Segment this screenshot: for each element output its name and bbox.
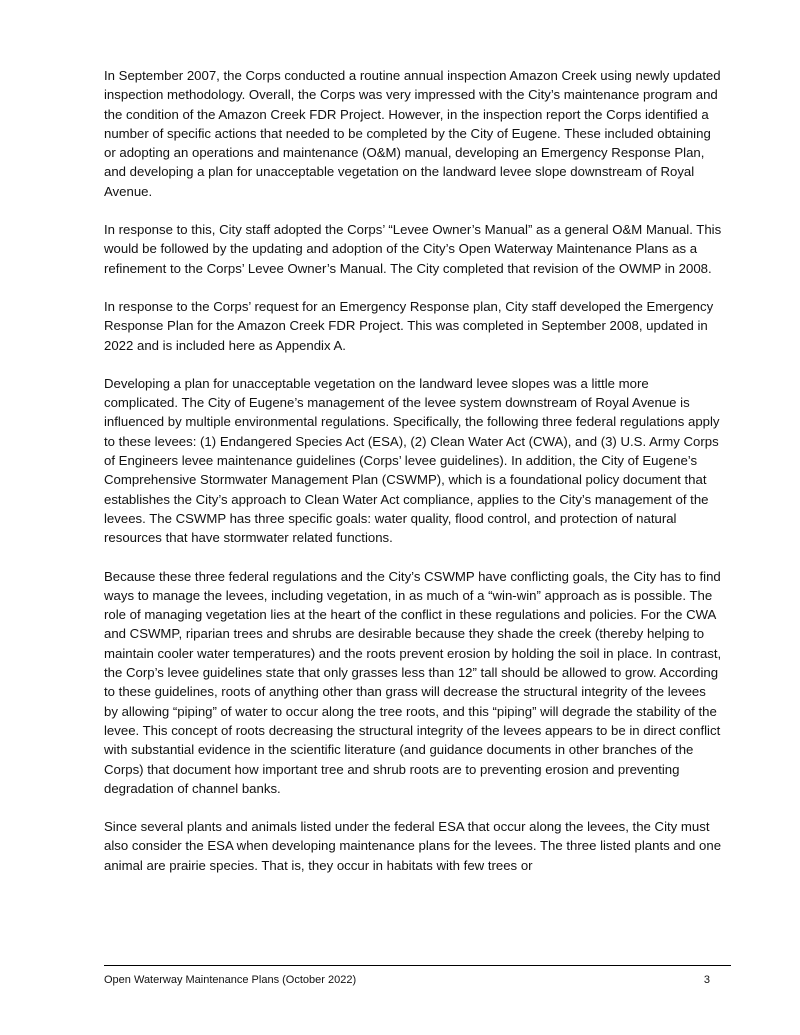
document-body: [104, 66, 722, 894]
paragraph-om-manual: In response to this, City staff adopted the Corps’ “Levee Owner’s Manual” as a general O&M Manual. This would be followed by the updating and adoption of the City’s Open Waterway Maintenance Plans as a refinement to the Corps’ Levee Owner’s Manual. The City completed that revision of the OWMP in 2008.: [104, 222, 722, 276]
paragraph-vegetation-regulations: Developing a plan for unacceptable vegetation on the landward levee slopes was a little more complicated. The City of Eugene’s management of the levee system downstream of Royal Avenue is influenced by multiple environmental regulations. Specifically, the following three federal regulations apply to these levees: (1) Endangered Species Act (ESA), (2) Clean Water Act (CWA), and (3) U.S. Army Corps of Engineers levee maintenance guidelines (Corps’ levee guidelines). In addition, the City of Eugene’s Comprehensive Stormwater Management Plan (CSWMP), which is a foundational policy document that establishes the City’s approach to Clean Water Act compliance, applies to the City’s management of the levees. The CSWMP has three specific goals: water quality, flood control, and protection of natural resources that have stormwater related functions.: [104, 375, 720, 546]
paragraph-esa-species: Since several plants and animals listed under the federal ESA that occur along the levees, the City must also consider the ESA when developing maintenance plans for the levees. The three listed plants and one animal are prairie species. That is, they occur in habitats with few trees or: [104, 819, 722, 873]
footer-document-title: Open Waterway Maintenance Plans (October 2022): [104, 974, 357, 986]
paragraph-inspection-2007: In September 2007, the Corps conducted a routine annual inspection Amazon Creek using newly updated inspection methodology. Overall, the Corps was very impressed with the City’s maintenance program and the condition of the Amazon Creek FDR Project. However, in the inspection report the Corps identified a number of specific actions that needed to be completed by the City of Eugene. These included obtaining or adopting an operations and maintenance (O&M) manual, developing an Emergency Response Plan, and developing a plan for unacceptable vegetation on the landward levee slope downstream of Royal Avenue.: [104, 68, 721, 199]
footer-page-number: 3: [703, 974, 710, 986]
footer-divider: [104, 965, 731, 966]
paragraph-conflicting-goals: Because these three federal regulations and the City’s CSWMP have conflicting goals, the City has to find ways to manage the levees, including vegetation, in as much of a “win-win” approach as is possible. The role of managing vegetation lies at the heart of the conflict in these regulations and policies. For the CWA and CSWMP, riparian trees and shrubs are desirable because they shade the creek (thereby helping to maintain cooler water temperatures) and the roots prevent erosion by holding the soil in place. In contrast, the Corp’s levee guidelines state that only grasses less than 12” tall should be allowed to grow. According to these guidelines, roots of anything other than grass will decrease the structural integrity of the levees by allowing “piping” of water to occur along the tree roots, and this “piping” will degrade the stability of the levee. This concept of roots decreasing the structural integrity of the levees appears to be in direct conflict with substantial evidence in the scientific literature (and guidance documents in other branches of the Corps) that document how important tree and shrub roots are to preventing erosion and preventing degradation of channel banks.: [104, 568, 722, 796]
paragraph-emergency-response: In response to the Corps’ request for an Emergency Response plan, City staff developed the Emergency Response Plan for the Amazon Creek FDR Project. This was completed in September 2008, updated in 2022 and is included here as Appendix A.: [104, 298, 714, 353]
